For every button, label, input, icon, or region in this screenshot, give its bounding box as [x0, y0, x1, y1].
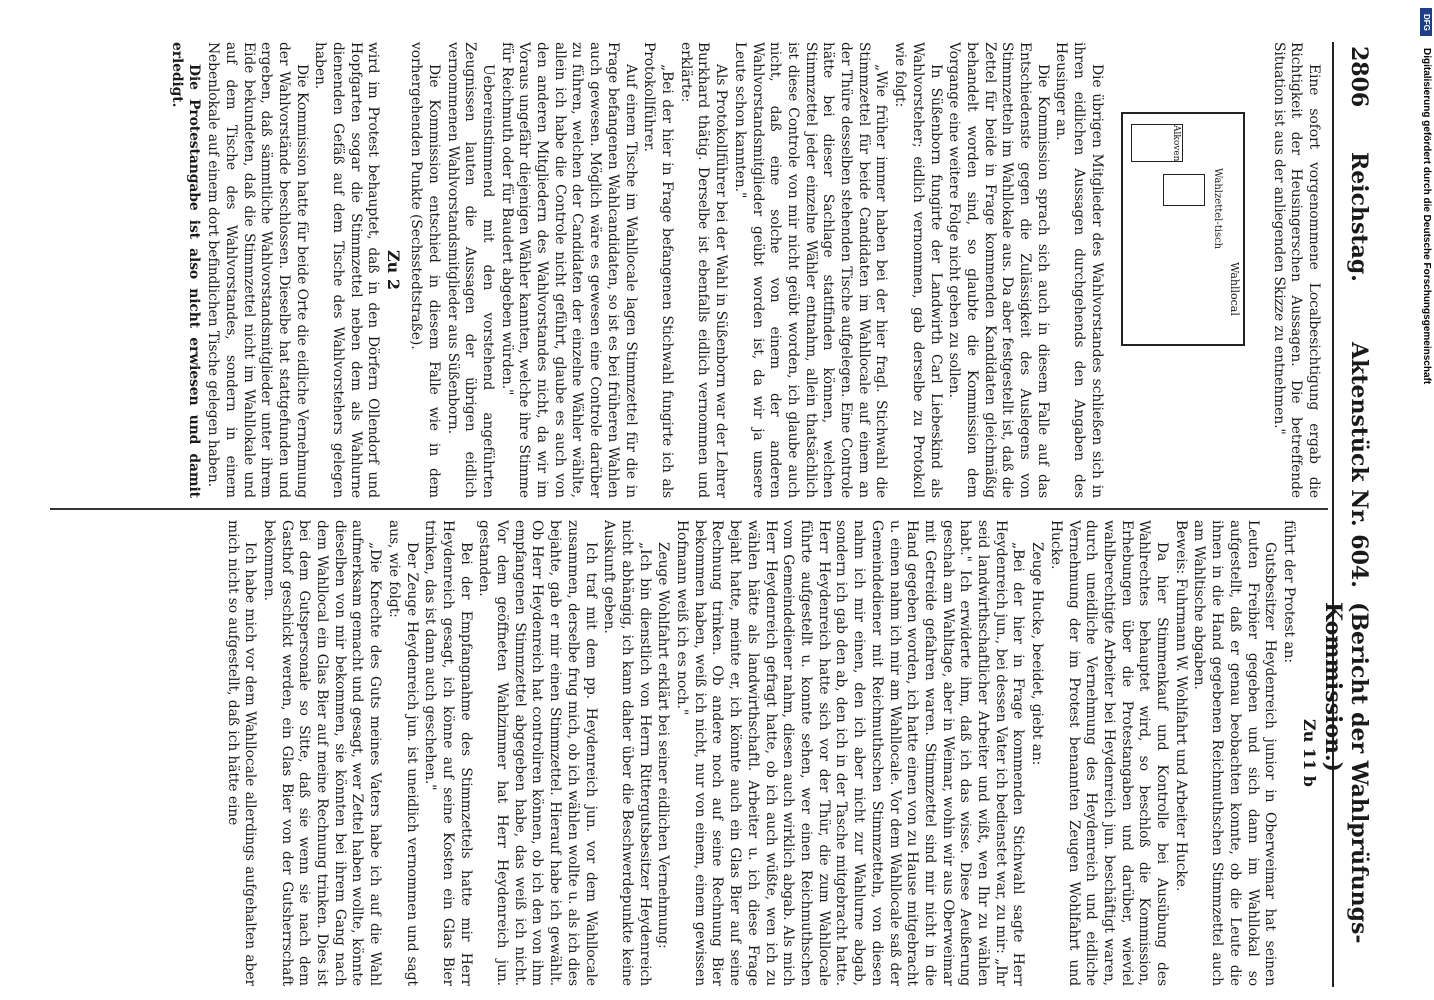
- left-column-paragraph: In Süßenborn fungirte der Landwirth Carl Liebeskind als Wahlvorsteher; eidlich vernommen, gab derselbe zu Protokoll wie folgt:: [892, 42, 944, 498]
- right-column-paragraph: Gutsbesitzer Heydenreich junior in Oberweimar hat seinen Leuten Freibier gegeben und sich dann im Wahllokal so aufgestellt, daß er genau beobachten konnte, ob die Leute die ihnen in die Hand gegebenen Reichmuthschen Stimmzettel auch am Wahltische abgaben.: [1191, 520, 1279, 986]
- right-column: [52, 520, 1322, 986]
- sketch-ballot-table: [1163, 174, 1205, 206]
- dfg-logo: DFG: [1420, 8, 1432, 36]
- rotated-page: [40, 42, 1380, 987]
- left-column: [52, 42, 1322, 498]
- page-number: 2806: [1346, 46, 1372, 108]
- right-column-paragraph: Bei der Empfangnahme des Stimmzettels hatte mir Herr Heydenreich gesagt, ich könne auf seine Kosten ein Glas Bier trinken, das ist dann auch geschehen.": [422, 520, 474, 986]
- left-column-paragraph: Die Kommission hatte für beide Orte die eidliche Vernehmung der Wahlvorstände beschlossen. Dieselbe hat stattgefunden und ergeben, daß sämmtliche Wahlvorstandsmitglieder unter ihrem Eide bekundeten, daß die Stimmzettel nicht im Wahllokale und auf dem Tische des Wahlvorstandes, sondern in einem Nebenlokale auf einem dort befindlichen Tische gelegen haben.: [205, 42, 310, 498]
- document-number: Aktenstück Nr. 604.: [1346, 342, 1372, 588]
- publication-name: Reichstag.: [1346, 152, 1372, 282]
- left-column-paragraph: Auf einem Tische im Wahllocale lagen Stimmzettel für die in Frage befangenen Wahlcandidaten, so ist es bei früheren Wahlen auch gewesen. Möglich wäre es gewesen eine Controle darüber zu führen, welchen der Candidaten der einzelne Wähler wählte, allein ich habe die Controle nicht geführt, glaube es auch von den anderen Mitgliedern des Wahlvorstandes nicht, da wir im Voraus ungefähr diejenigen Wähler kannten, welche ihre Stimme für Reichmuth oder für Baudert abgeben würden.": [498, 42, 639, 498]
- digitization-note-text: Digitalisierung gefördert durch die Deutsche Forschungsgemeinschaft: [1421, 48, 1432, 385]
- digitization-note: [1420, 8, 1434, 998]
- right-column-paragraph: Der Zeuge Heydenreich jun. ist uneidlich vernommen und sagt aus, wie folgt:: [385, 520, 420, 986]
- right-column-paragraph: Zeuge Wohlfahrt erklärt bei seiner eidlichen Vernehmung:: [655, 542, 672, 949]
- left-column-paragraph: „Wie früher immer haben bei der hier fragl. Stichwahl die Stimmzettel für beide Candidaten im Wahllocale auf einem an der Thüre desselben stehenden Tische aufgelegen. Eine Controle hätte bei dieser Sachlage stattfinden können, welchen Stimmzettel jeder einzelne Wähler entnahm, allein thatsächlich ist diese Controle von mir nicht geübt worden, ich glaube auch nicht, daß eine solche von einem der anderen Wahlvorstandsmitglieder geübt worden ist, da wir ja unsere Leute schon kannten.": [731, 42, 890, 498]
- left-column-paragraph: „Bei der hier in Frage befangenen Stichwahl fungirte ich als Protokollführer.: [641, 42, 676, 498]
- left-column-paragraph: Die übrigen Mitglieder des Wahlvorstandes schließen sich in ihren eidlichen Aussagen durchgehends den Angaben des Heusinger an.: [1053, 42, 1105, 498]
- left-column-paragraph: Die Kommission entschied in diesem Falle wie in dem vorhergehenden Punkte (Sechsstedtstraße).: [408, 42, 442, 498]
- left-column-paragraph: Eine sofort vorgenommene Localbesichtigung ergab die Richtigkeit der Heusingerschen Aussagen. Die betreffende Situation ist aus der anliegenden Skizze zu entnehmen.": [1270, 42, 1322, 498]
- page-header: [1320, 42, 1380, 987]
- right-column-paragraph: „Ich bin dienstlich von Herrn Rittergutsbesitzer Heydenreich nicht abhängig, ich kann daher über die Beschwerdepunkte keine Auskunft geben.: [601, 520, 653, 986]
- left-column-paragraph: Als Protokollführer bei der Wahl in Süßenborn war der Lehrer Burkhard thätig. Derselbe ist ebenfalls eidlich vernommen und erklärte:: [677, 42, 730, 498]
- report-title: (Bericht der Wahlprüfungs-Kommission.): [1320, 602, 1372, 944]
- column-divider: [50, 508, 1328, 510]
- situation-sketch: [1113, 42, 1263, 498]
- left-column-paragraph: Die Kommission sprach sich auch in diesem Falle auf das Entschiedenste gegen die Zulässigkeit des Auslegens von Stimmzetteln im Wahllokale aus. Da aber festgestellt ist, daß die Zettel für beide in Frage kommenden Kandidaten gleichmäßig behandelt worden sind, so glaubte die Kommission dem Vorgange eine weitere Folge nicht geben zu sollen.: [946, 42, 1051, 498]
- section-heading: Zu 2: [384, 249, 404, 290]
- ballot-table-label: Wahlzettel-tisch: [1211, 168, 1223, 250]
- room-label: Wahllocal: [1227, 262, 1241, 316]
- right-column-paragraph: führt der Protest an:: [1281, 520, 1297, 663]
- section-heading-11b: Zu 11 b: [1300, 719, 1319, 787]
- right-column-paragraph: „Die Knechte des Guts meines Vaters habe ich auf die Wahl aufmerksam gemacht und gesagt, wer Zettel haben wollte, könnte dieselben von mir bekommen, sie könnten bei ihrem Gang nach dem Wahllocal ein Glas Bier auf meine Rechnung trinken. Dies ist bei dem Gutspersonale so Sitte, daß sie wenn sie nach dem Gasthof geschickt werden, ein Glas Bier von der Gutsherrschaft bekommen.: [260, 520, 384, 986]
- right-column-paragraph: Da hier Stimmenkauf und Kontrolle bei Ausübung des Wahlrechtes behauptet wird, so beschloß die Kommission, Erhebungen über die Protestangaben und darüber, wieviel wahlberechtigte Arbeiter bei Heydenreich jun. beschäftigt waren, durch uneidliche Vernehmung des Heydenreich und eidliche Vernehmung der im Protest benannten Zeugen Wohlfahrt und Hucke.: [1047, 520, 1171, 986]
- right-column-paragraph: Ich traf mit dem pp. Heydenreich jun. vor dem Wahllocale zusammen, derselbe frug mich, ob ich wählen wollte u. als ich dies bejahte, gab er mir einen Stimmzettel. Hierauf habe ich gewählt. Ob Herr Heydenreich hat controliren können, ob ich den von ihm empfangenen Stimmzettel abgegeben habe, das weiß ich nicht. Vor dem geöffneten Wahlzimmer hat Herr Heydenreich jun. gestanden.: [476, 520, 599, 986]
- right-column-paragraph: Zeuge Hucke, beeidet, giebt an:: [1029, 542, 1046, 766]
- left-column-paragraph: Uebereinstimmend mit den vorstehend angeführten Zeugnissen lauten die Aussagen der übrigen eidlich vernommenen Wahlvorstandsmitglieder aus Süßenborn.: [444, 42, 496, 498]
- left-column-paragraph: Die Protestangabe ist also nicht erwiesen und damit erledigt.: [168, 42, 203, 498]
- left-column-paragraph: wird im Protest behauptet, daß in den Dörfern Ollendorf und Hopfgarten sogar die Stimmzettel neben dem als Wahlurne dienenden Gefäß auf dem Tische des Wahlvorstehers gelegen haben.: [312, 42, 382, 498]
- right-column-paragraph: „Bei der hier in Frage kommenden Stichwahl sagte Herr Heydenreich jun., bei dessen Vater ich bedienstet war, zu mir: „Ihr seid landwirthschaftlicher Arbeiter und wißt, wen Ihr zu wählen habt." Ich erwiderte ihm, daß ich das wisse. Diese Aeußerung geschah am Wahltage, aber in Weimar, wohin wir aus Oberweimar mit Getreide gefahren waren. Stimmzettel sind mir nicht in die Hand gegeben worden, ich hatte einen von zu Hause mitgebracht u. einen nahm ich mir am Wahllocale. Vor dem Wahllocale saß der Gemeindediener mit Reichmuthschen Stimmzetteln, von diesen nahm ich mir einen, den ich aber nicht zur Wahlurne abgab, sondern ich gab den ab, den ich in der Tasche mitgebracht hatte. Herr Heydenreich hatte sich vor der Thür, die zum Wahllocale führte aufgestellt u. konnte sehen, wer einen Reichmuthschen vom Gemeindediener nahm, diesen auch wirklich abgab. Als mich Herr Heydenreich gefragt hatte, ob ich auch wüßte, wen ich zu wählen hätte als landwirthschaftl. Arbeiter u. ich diese Frage bejaht hatte, meinte er, ich könnte auch ein Glas Bier auf seine Rechnung trinken. Ob andere noch auf seine Rechnung Bier bekommen haben, weiß ich nicht, nur von einem, einem gewissen Hofmann weiß ich es noch.": [674, 520, 1027, 986]
- sketch-alcove: [1131, 124, 1183, 162]
- alcove-label: Alkoven: [1170, 125, 1181, 162]
- right-column-paragraph: Beweis: Fuhrmann W. Wohlfahrt und Arbeiter Hucke.: [1172, 520, 1189, 892]
- right-column-paragraph: Ich habe mich vor dem Wahllocale allerdings aufgehalten aber mich nicht so aufgestellt, daß ich hätte eine: [224, 520, 259, 986]
